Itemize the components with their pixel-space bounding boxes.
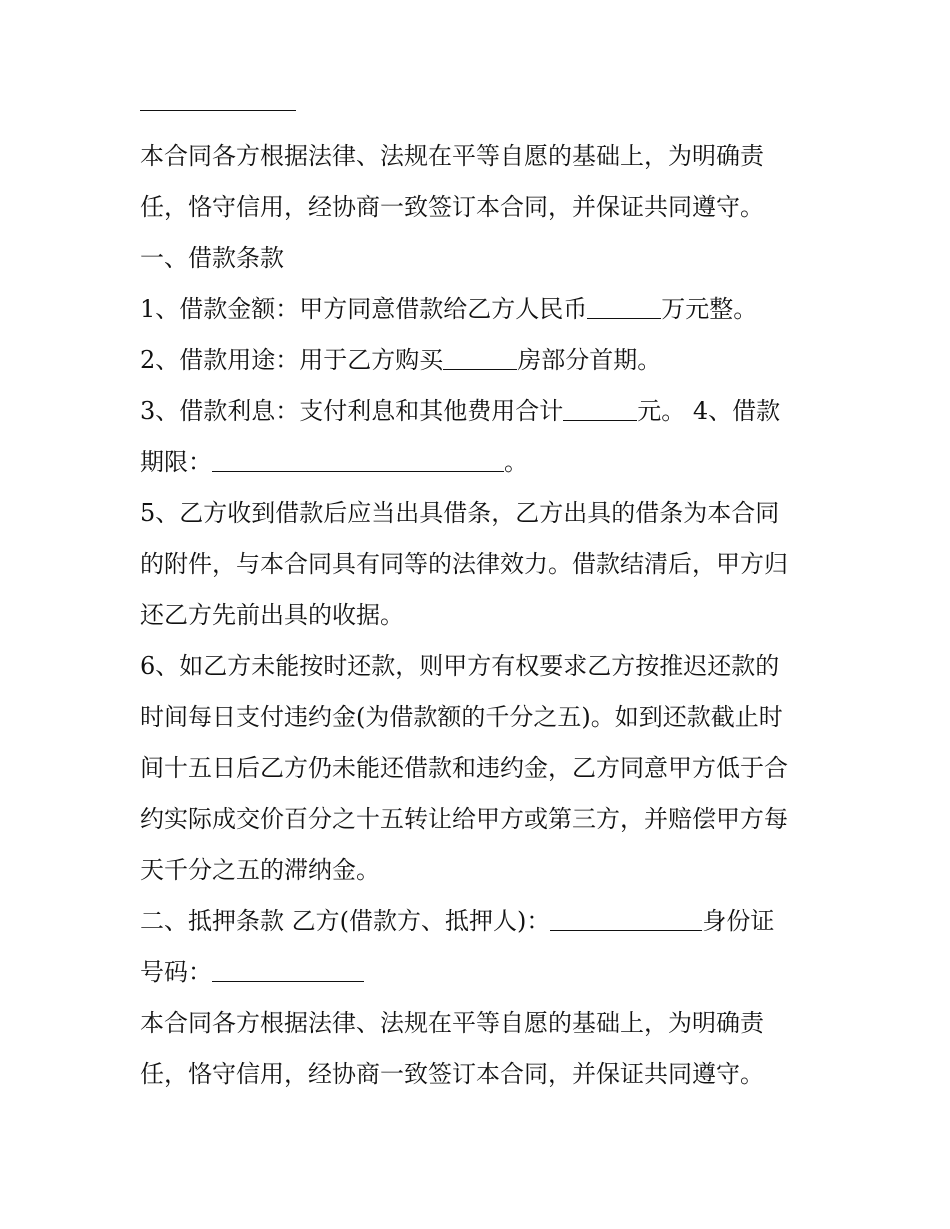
paragraph-lines — [140, 131, 820, 1100]
text-line — [140, 692, 820, 743]
text-line — [140, 386, 820, 437]
line-text: 5、乙方收到借款后应当出具借条，乙方出具的借条为本合同 — [140, 499, 780, 527]
line-text-before: 期限： — [140, 448, 212, 476]
fill-in-blank — [443, 339, 517, 370]
line-text: 约实际成交价百分之十五转让给甲方或第三方，并赔偿甲方每 — [140, 805, 788, 833]
text-line — [140, 233, 820, 284]
fill-in-blank — [563, 390, 637, 421]
fill-in-blank — [212, 951, 364, 982]
line-text-before: 号码： — [140, 958, 212, 986]
line-text: 6、如乙方未能按时还款，则甲方有权要求乙方按推迟还款的 — [140, 652, 780, 680]
line-text-after: 元。 4、借款 — [637, 397, 781, 425]
line-text: 的附件，与本合同具有同等的法律效力。借款结清后，甲方归 — [140, 550, 788, 578]
text-line — [140, 539, 820, 590]
line-text-after: 。 — [504, 448, 528, 476]
text-line — [140, 284, 820, 335]
fill-in-blank — [550, 900, 702, 931]
fill-in-blank — [587, 288, 661, 319]
line-text-before: 1、借款金额：甲方同意借款给乙方人民币 — [140, 295, 588, 323]
line-text: 还乙方先前出具的收据。 — [140, 601, 404, 629]
text-line — [140, 794, 820, 845]
line-text-before: 二、抵押条款 乙方(借款方、抵押人)： — [140, 907, 551, 935]
text-line — [140, 590, 820, 641]
line-text: 任，恪守信用，经协商一致签订本合同，并保证共同遵守。 — [140, 193, 764, 221]
text-line — [140, 743, 820, 794]
text-line — [140, 998, 820, 1049]
blank-line-top — [140, 110, 296, 111]
line-text-after: 万元整。 — [661, 295, 758, 323]
text-line — [140, 182, 820, 233]
line-text: 间十五日后乙方仍未能还借款和违约金，乙方同意甲方低于合 — [140, 754, 788, 782]
line-text-after: 房部分首期。 — [517, 346, 662, 374]
fill-in-blank — [212, 441, 504, 472]
line-text: 任，恪守信用，经协商一致签订本合同，并保证共同遵守。 — [140, 1060, 764, 1088]
text-line — [140, 947, 820, 998]
line-text-after: 身份证 — [702, 907, 775, 935]
text-line — [140, 437, 820, 488]
line-text: 天千分之五的滞纳金。 — [140, 856, 380, 884]
line-text-before: 3、借款利息：支付利息和其他费用合计 — [140, 397, 564, 425]
line-text: 一、借款条款 — [140, 244, 284, 272]
document-body — [140, 110, 820, 1100]
line-text: 时间每日支付违约金(为借款额的千分之五)。如到还款截止时 — [140, 703, 783, 731]
text-line — [140, 641, 820, 692]
line-text-before: 2、借款用途：用于乙方购买 — [140, 346, 444, 374]
text-line — [140, 896, 820, 947]
line-text: 本合同各方根据法律、法规在平等自愿的基础上，为明确责 — [140, 142, 764, 170]
text-line — [140, 335, 820, 386]
line-text: 本合同各方根据法律、法规在平等自愿的基础上，为明确责 — [140, 1009, 764, 1037]
text-line — [140, 1049, 820, 1100]
text-line — [140, 488, 820, 539]
text-line — [140, 131, 820, 182]
text-line — [140, 845, 820, 896]
